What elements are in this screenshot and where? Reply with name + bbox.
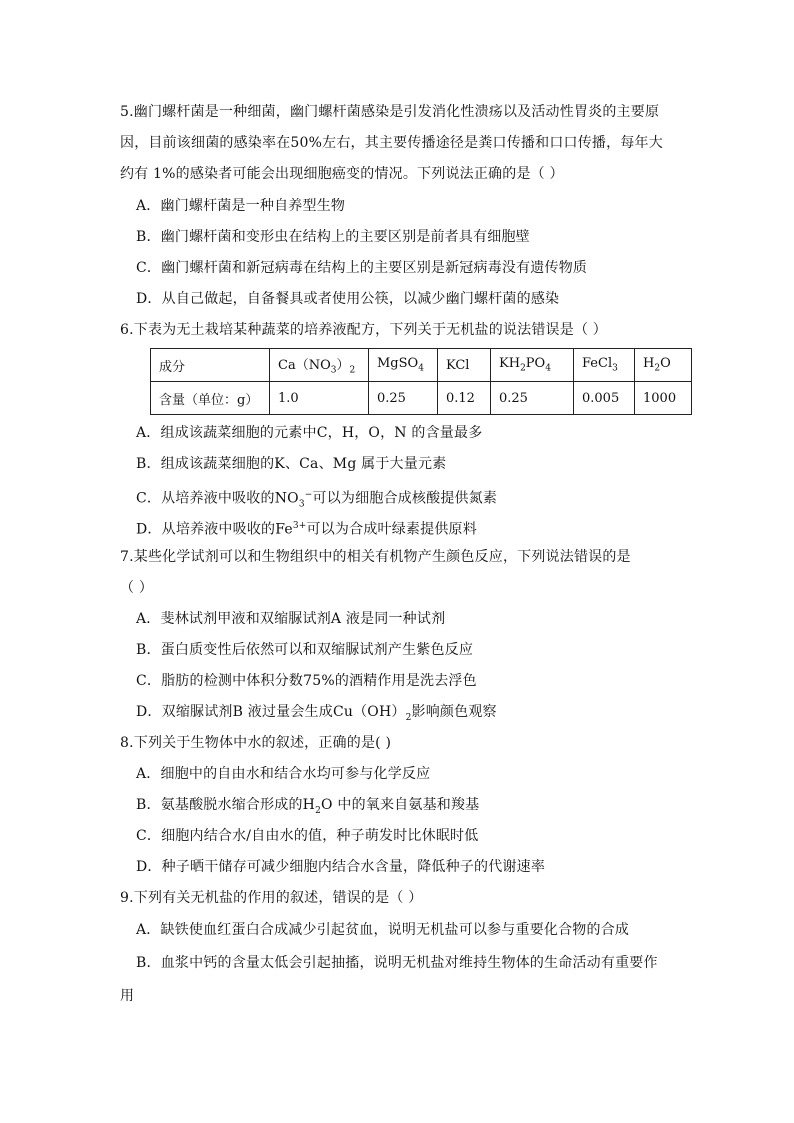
q8-option-b: B．氨基酸脱水缩合形成的$H_2O$ 中的氧来自氨基和羧基 [136, 797, 480, 816]
q8-option-a: A．细胞中的自由水和结合水均可参与化学反应 [136, 766, 431, 782]
table-cell: 0.12 [438, 382, 491, 415]
q6-option-a: A．组成该蔬菜细胞的元素中C，H，O，N 的含量最多 [136, 425, 483, 441]
table-row [151, 382, 692, 415]
q5-option-d: D．从自己做起，自备餐具或者使用公筷，以减少幽门螺杆菌的感染 [136, 291, 560, 307]
table-cell: 0.25 [369, 382, 438, 415]
table-header-cell: $KH_2PO_4$ [491, 349, 574, 382]
q9-option-a: A．缺铁使血红蛋白合成减少引起贫血，说明无机盐可以参与重要化合物的合成 [136, 922, 630, 938]
q5-option-c: C．幽门螺杆菌和新冠病毒在结构上的主要区别是新冠病毒没有遗传物质 [136, 260, 588, 276]
q5-stem-line-2: 因，目前该细菌的感染率在50%左右，其主要传播途径是粪口传播和口口传播，每年大 [120, 135, 663, 151]
table-header-cell: KCl [438, 349, 491, 382]
q6-stem: 6.下表为无土栽培某种蔬菜的培养液配方，下列关于无机盐的说法错误是（ ） [120, 322, 608, 338]
q9-option-b-line-2: 用 [120, 988, 135, 1004]
q7-option-c: C．脂肪的检测中体积分数75%的酒精作用是洗去浮色 [136, 673, 477, 689]
q6-option-c: C．从培养液中吸收的$NO_3^-$可以为细胞合成核酸提供氮素 [136, 490, 498, 510]
q5-stem-line-3: 约有 1%的感染者可能会出现细胞癌变的情况。下列说法正确的是（ ） [120, 166, 564, 182]
table-cell: 1.0 [270, 382, 369, 415]
table-header-cell: MgSO$_4$ [369, 349, 438, 382]
table-row [151, 349, 692, 382]
table-header-cell: $Ca(NO_3)_2$ [270, 349, 369, 382]
q7-option-a: A．斐林试剂甲液和双缩脲试剂A 液是同一种试剂 [136, 611, 446, 627]
q6-option-b: B．组成该蔬菜细胞的K、Ca、Mg 属于大量元素 [136, 456, 447, 472]
q7-option-b: B．蛋白质变性后依然可以和双缩脲试剂产生紫色反应 [136, 642, 474, 658]
q7-stem-line-2: （ ） [120, 580, 154, 596]
q5-stem-line-1: 5.幽门螺杆菌是一种细菌，幽门螺杆菌感染是引发消化性溃疡以及活动性胃炎的主要原 [120, 104, 660, 120]
table-cell: 0.005 [574, 382, 635, 415]
table-cell: 0.25 [491, 382, 574, 415]
table-header-cell: 成分 [151, 349, 270, 382]
table-row-label: 含量（单位：g） [151, 382, 270, 415]
table-header-cell: FeCl$_3$ [574, 349, 635, 382]
q8-option-d: D．种子晒干储存可减少细胞内结合水含量，降低种子的代谢速率 [136, 859, 546, 875]
table-cell: 1000 [635, 382, 692, 415]
q8-option-c: C．细胞内结合水/自由水的值，种子萌发时比休眠时低 [136, 828, 479, 844]
q7-option-d: D．双缩脲试剂B 液过量会生成$Cu(OH)_2$影响颜色观察 [136, 704, 497, 723]
q5-option-b: B．幽门螺杆菌和变形虫在结构上的主要区别是前者具有细胞壁 [136, 229, 530, 245]
q9-stem: 9.下列有关无机盐的作用的叙述，错误的是（ ） [120, 890, 423, 906]
q9-option-b-line-1: B．血浆中钙的含量太低会引起抽搐，说明无机盐对维持生物体的生命活动有重要作 [136, 955, 658, 971]
nutrient-table [150, 348, 692, 415]
q7-stem-line-1: 7.某些化学试剂可以和生物组织中的相关有机物产生颜色反应，下列说法错误的是 [120, 549, 631, 565]
q8-stem: 8.下列关于生物体中水的叙述，正确的是( ) [120, 735, 392, 751]
q6-option-d: D．从培养液中吸收的$Fe^{3+}$可以为合成叶绿素提供原料 [136, 521, 477, 538]
q5-option-a: A．幽门螺杆菌是一种自养型生物 [136, 198, 346, 214]
table-header-cell: $H_2O$ [635, 349, 692, 382]
